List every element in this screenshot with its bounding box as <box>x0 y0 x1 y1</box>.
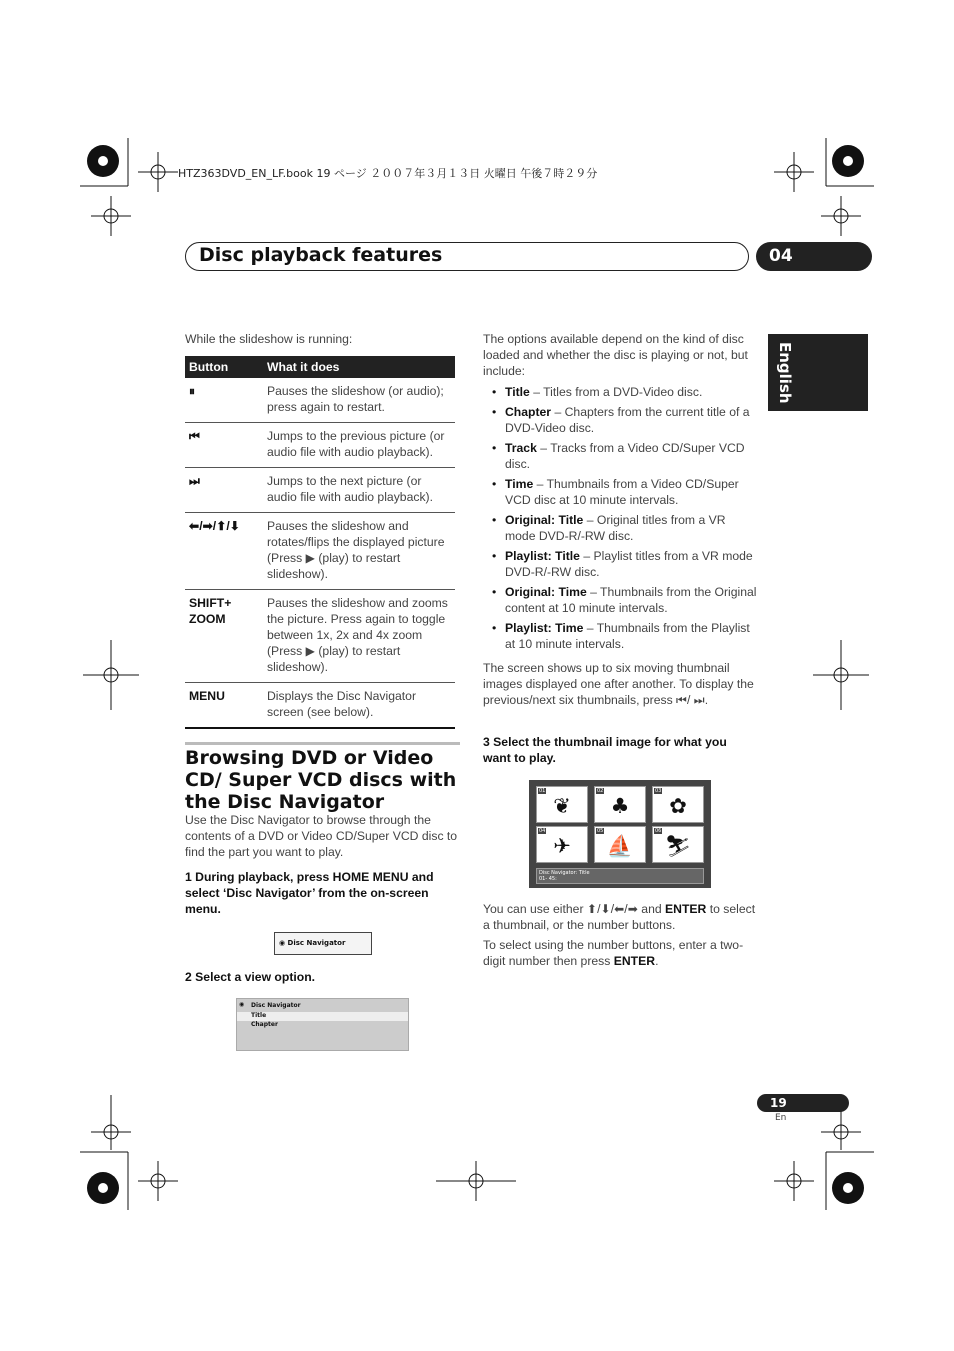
step-3: 3 Select the thumbnail image for what you want to play. <box>483 735 727 765</box>
sailboat-icon: ⛵ <box>606 834 634 858</box>
table-row <box>185 378 455 423</box>
page-number: 19 <box>757 1094 849 1112</box>
select-instructions: You can use either ⬆/⬇/⬅/➡ and ENTER to select a thumbnail, or the number buttons. <box>483 902 756 932</box>
header-button: Button <box>185 356 263 378</box>
button-key: ⏸ <box>185 378 263 423</box>
list-item: • Time – Thumbnails from a Video CD/Super VCD disc at 10 minute intervals. <box>483 476 758 508</box>
button-table <box>185 356 455 729</box>
menu-item-chapter[interactable]: Chapter <box>251 1021 278 1028</box>
list-item: • Playlist: Title – Playlist titles from a VR mode DVD-R/-RW disc. <box>483 548 758 580</box>
screen-description: The screen shows up to six moving thumbnail images displayed one after another. To display the previous/next six thumbnails, press ⏮/ ⏭. <box>483 661 754 707</box>
table-row <box>185 423 455 468</box>
button-desc: Jumps to the previous picture (or audio file with audio playback). <box>263 423 455 468</box>
file-header: HTZ363DVD_EN_LF.book 19 ページ ２００７年３月１３日 火曜日 午後７時２９分 <box>178 167 598 180</box>
skater-icon: ⛷ <box>664 834 692 858</box>
language-tab <box>768 334 868 411</box>
button-key: ⏭ <box>185 468 263 513</box>
button-key: ⏮ <box>185 423 263 468</box>
thumbnail-06[interactable]: 06 ⛷ <box>652 826 704 863</box>
list-item: • Title – Titles from a DVD-Video disc. <box>483 384 758 400</box>
button-key: SHIFT+ ZOOM <box>185 590 263 683</box>
leaf-icon: ❦ <box>553 794 571 818</box>
table-row <box>185 468 455 513</box>
flower-icon: ✿ <box>669 794 687 818</box>
thumbnail-panel <box>529 780 711 888</box>
button-desc: Pauses the slideshow and zooms the picture. Press again to toggle between 1x, 2x and 4x zoom (Press ▶ (play) to restart slideshow). <box>263 590 455 683</box>
thumbnail-05[interactable]: 05 ⛵ <box>594 826 646 863</box>
step-1: 1 During playback, press HOME MENU and select ‘Disc Navigator’ from the on-screen menu. <box>185 870 434 916</box>
thumbnail-02[interactable]: 02 ♣ <box>594 786 646 823</box>
osd-label: Disc Navigator <box>287 939 346 947</box>
thumbnail-01[interactable]: 01 ❦ <box>536 786 588 823</box>
tree-icon: ♣ <box>610 794 630 818</box>
table-row <box>185 513 455 590</box>
number-instructions: To select using the number buttons, enter a two-digit number then press ENTER. <box>483 938 744 968</box>
table-header <box>185 356 455 378</box>
language-label: English <box>776 342 794 404</box>
section-intro: Use the Disc Navigator to browse through the contents of a DVD or Video CD/Super VCD disc to find the part you want to play. <box>185 813 458 859</box>
table-row <box>185 683 455 729</box>
disc-icon: ◉ <box>239 1001 245 1008</box>
thumbnail-03[interactable]: 03 ✿ <box>652 786 704 823</box>
step-2: 2 Select a view option. <box>185 970 316 984</box>
thumbnail-caption: Disc Navigator: Title 01- 45: <box>536 868 704 884</box>
button-desc: Pauses the slideshow (or audio); press again to restart. <box>263 378 455 423</box>
menu-title: Disc Navigator <box>251 1002 301 1009</box>
osd-disc-navigator <box>274 932 372 955</box>
options-intro: The options available depend on the kind of disc loaded and whether the disc is playing or not, but include: <box>483 332 748 378</box>
disc-navigator-menu <box>236 998 409 1051</box>
table-row <box>185 590 455 683</box>
slideshow-intro: While the slideshow is running: <box>185 332 353 346</box>
list-item: • Playlist: Time – Thumbnails from the Playlist at 10 minute intervals. <box>483 620 758 652</box>
page-language: En <box>775 1113 787 1123</box>
page-title: Disc playback features <box>199 244 443 266</box>
list-item: • Track – Tracks from a Video CD/Super VCD disc. <box>483 440 758 472</box>
menu-item-title[interactable]: Title <box>237 1012 408 1021</box>
section-title: Browsing DVD or Video CD/ Super VCD discs with the Disc Navigator <box>185 742 460 813</box>
button-key: ⬅/➡/⬆/⬇ <box>185 513 263 590</box>
button-key: MENU <box>185 683 263 729</box>
header-what-it-does: What it does <box>263 356 455 378</box>
chapter-number: 04 <box>756 242 872 271</box>
options-list <box>483 384 758 656</box>
list-item: • Original: Title – Original titles from a VR mode DVD-R/-RW disc. <box>483 512 758 544</box>
list-item: • Chapter – Chapters from the current title of a DVD-Video disc. <box>483 404 758 436</box>
button-desc: Displays the Disc Navigator screen (see below). <box>263 683 455 729</box>
bird-icon: ✈ <box>553 834 571 858</box>
disc-icon: ◉ <box>279 939 286 947</box>
thumbnail-04[interactable]: 04 ✈ <box>536 826 588 863</box>
button-desc: Pauses the slideshow and rotates/flips the displayed picture (Press ▶ (play) to restart slideshow). <box>263 513 455 590</box>
button-desc: Jumps to the next picture (or audio file with audio playback). <box>263 468 455 513</box>
list-item: • Original: Time – Thumbnails from the Original content at 10 minute intervals. <box>483 584 758 616</box>
